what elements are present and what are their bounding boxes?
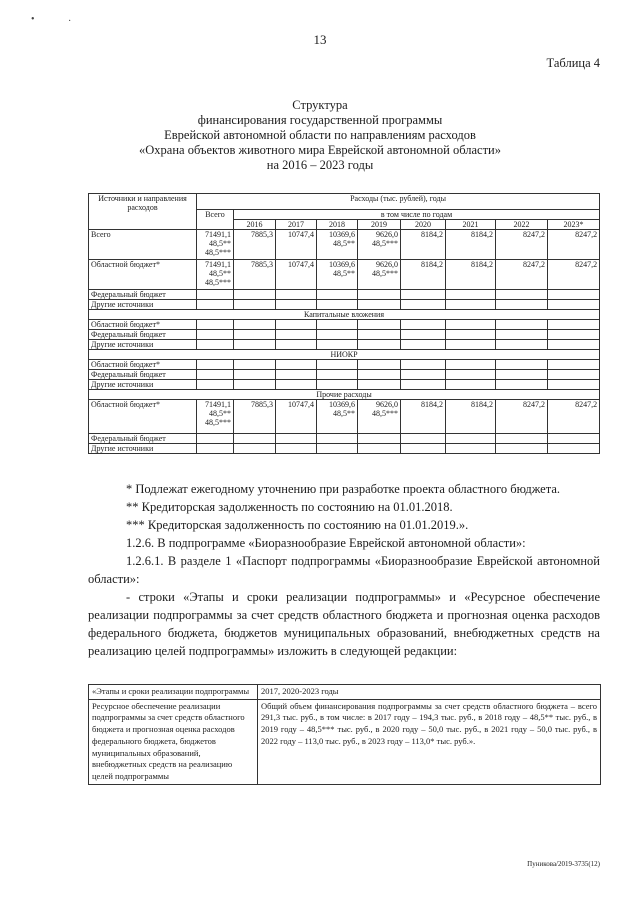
footnote-2: ** Кредиторская задолженность по состоянию на 01.01.2018. xyxy=(126,500,453,514)
row-label: Другие источники xyxy=(89,380,197,390)
cell-value: 8247,2 xyxy=(496,260,548,290)
row-label: Федеральный бюджет xyxy=(89,330,197,340)
document-footer: Пуникова/2019-3735(12) xyxy=(527,860,600,868)
financing-table xyxy=(88,193,600,454)
row-label: Областной бюджет* xyxy=(89,400,197,434)
table-title xyxy=(60,98,580,173)
section-capital: Капитальные вложения xyxy=(89,310,600,320)
cell-value: 8184,2 xyxy=(401,230,446,260)
header-total: Всего xyxy=(197,210,234,230)
cell-value: 8247,2 xyxy=(548,400,600,434)
cell-total: 71491,1 48,5** 48,5*** xyxy=(197,400,234,434)
cell-value: 9626,0 48,5*** xyxy=(358,260,401,290)
header-sources: Источники и направления расходов xyxy=(89,194,197,230)
footnote-1: * Подлежат ежегодному уточнению при разработке проекта областного бюджета. xyxy=(126,482,561,496)
page-number: 13 xyxy=(313,32,327,47)
year-header: 2017 xyxy=(276,220,317,230)
cell-value: 8184,2 xyxy=(401,400,446,434)
cell-value: 10369,6 48,5** xyxy=(317,400,358,434)
cell-value: 10747,4 xyxy=(276,400,317,434)
cell-value: 8247,2 xyxy=(548,230,600,260)
row-label: Ресурсное обеспечение реализации подпрограммы за счет средств областного бюджета и прогнозная оценка расходов федерального бюджета, бюджетов муниципальных образований, внебюджетных средств на реализацию целей подпрограммы xyxy=(89,699,258,784)
row-label: Всего xyxy=(89,230,197,260)
row-label: «Этапы и сроки реализации подпрограммы xyxy=(89,685,258,700)
row-label: Областной бюджет* xyxy=(89,320,197,330)
year-header: 2020 xyxy=(401,220,446,230)
year-header: 2018 xyxy=(317,220,358,230)
paragraph: 1.2.6. В подпрограмме «Биоразнообразие Еврейской автономной области»: xyxy=(126,536,526,550)
section-niokr: НИОКР xyxy=(89,350,600,360)
cell-value: 9626,0 48,5*** xyxy=(358,230,401,260)
cell-value: 8184,2 xyxy=(401,260,446,290)
paragraph: 1.2.6.1. В разделе 1 «Паспорт подпрограммы «Биоразнообразие Еврейской автономной области»: xyxy=(88,554,600,586)
row-label: Другие источники xyxy=(89,444,197,454)
paragraph: - строки «Этапы и сроки реализации подпрограммы» и «Ресурсное обеспечение реализации подпрограммы за счет средств областного бюджета и прогнозная оценка расходов федерального бюджета, бюджетов муниципальных образований, внебюджетных средств на реализацию целей подпрограммы» изложить в следующей редакции: xyxy=(88,590,600,658)
row-label: Федеральный бюджет xyxy=(89,290,197,300)
cell-total: 71491,1 48,5** 48,5*** xyxy=(197,230,234,260)
row-label: Другие источники xyxy=(89,340,197,350)
cell-value: 10369,6 48,5** xyxy=(317,230,358,260)
row-label: Федеральный бюджет xyxy=(89,434,197,444)
title-line: на 2016 – 2023 годы xyxy=(266,158,374,172)
year-header: 2021 xyxy=(446,220,496,230)
year-header: 2019 xyxy=(358,220,401,230)
cell-value: 8184,2 xyxy=(446,260,496,290)
cell-value: 8247,2 xyxy=(496,230,548,260)
year-header: 2022 xyxy=(496,220,548,230)
title-line: Структура xyxy=(292,98,348,112)
title-line: Еврейской автономной области по направлениям расходов xyxy=(164,128,476,142)
cell-value: 10369,6 48,5** xyxy=(317,260,358,290)
cell-value: 8184,2 xyxy=(446,400,496,434)
cell-value: 8184,2 xyxy=(446,230,496,260)
title-line: «Охрана объектов животного мира Еврейской автономной области» xyxy=(139,143,501,157)
cell-value: 9626,0 48,5*** xyxy=(358,400,401,434)
row-label: Областной бюджет* xyxy=(89,260,197,290)
header-including: в том числе по годам xyxy=(234,210,600,220)
year-header: 2016 xyxy=(234,220,276,230)
title-line: финансирования государственной программы xyxy=(197,113,443,127)
cell-value: 8247,2 xyxy=(548,260,600,290)
cell-value: 7885,3 xyxy=(234,400,276,434)
year-header: 2023* xyxy=(548,220,600,230)
scan-speck: · xyxy=(68,16,72,27)
table-label: Таблица 4 xyxy=(546,56,600,70)
row-value: Общий объем финансирования подпрограммы за счет средств областного бюджета – всего 291,3 тыс. руб., в том числе: в 2017 году – 194,3 тыс. руб., в 2018 году – 48,5** тыс. руб., в 2019 году – 48,5*** тыс. руб., в 2020 году – 50,0 тыс. руб., в 2021 году – 50,0 тыс. руб., в 2022 году – 113,0 тыс. руб., в 2023 году – 113,0* тыс. руб.». xyxy=(258,699,601,784)
row-label: Другие источники xyxy=(89,300,197,310)
cell-value: 7885,3 xyxy=(234,260,276,290)
row-value: 2017, 2020-2023 годы xyxy=(258,685,601,700)
header-expenses: Расходы (тыс. рублей), годы xyxy=(197,194,600,210)
cell-value: 7885,3 xyxy=(234,230,276,260)
cell-total: 71491,1 48,5** 48,5*** xyxy=(197,260,234,290)
section-other: Прочие расходы xyxy=(89,390,600,400)
row-label: Областной бюджет* xyxy=(89,360,197,370)
footnote-3: *** Кредиторская задолженность по состоянию на 01.01.2019.». xyxy=(126,518,469,532)
notes-block xyxy=(88,480,600,660)
row-label: Федеральный бюджет xyxy=(89,370,197,380)
cell-value: 8247,2 xyxy=(496,400,548,434)
scan-speck: • xyxy=(31,14,35,25)
cell-value: 10747,4 xyxy=(276,230,317,260)
cell-value: 10747,4 xyxy=(276,260,317,290)
subprogram-table xyxy=(88,684,601,785)
